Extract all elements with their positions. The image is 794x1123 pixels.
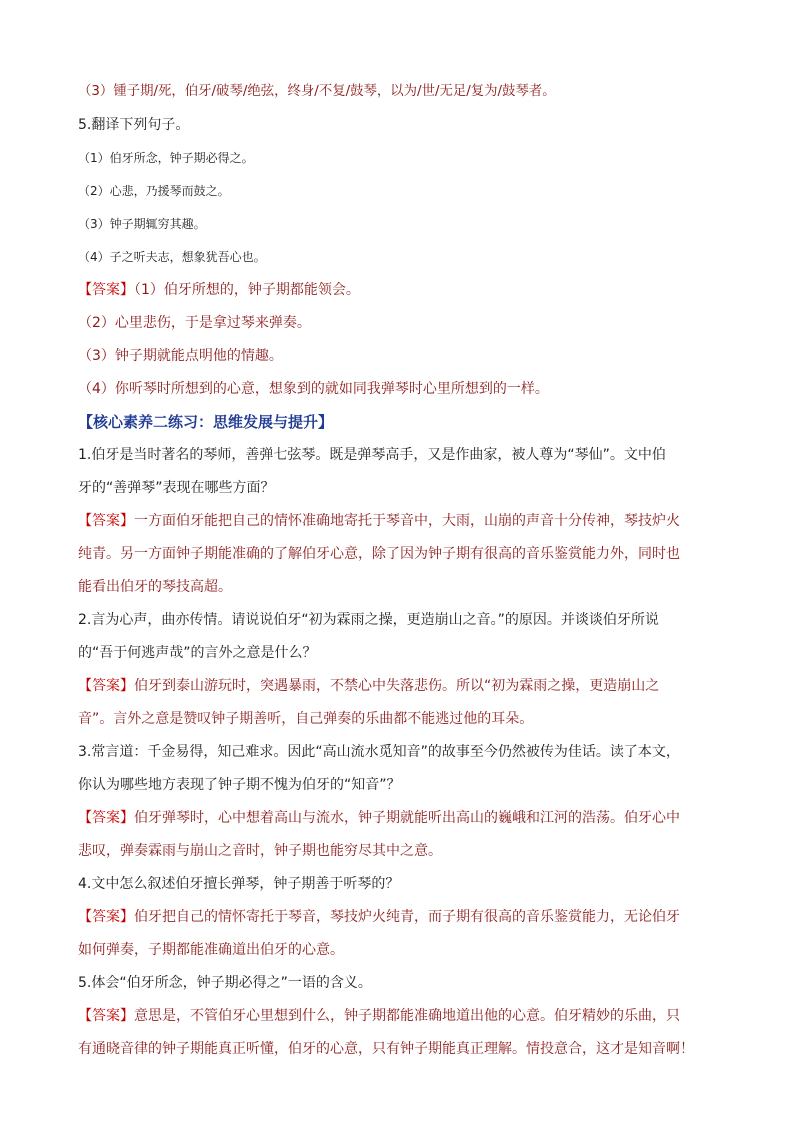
question-2-line-2: 的“吾于何逃声哉”的言外之意是什么？ bbox=[78, 645, 317, 661]
translate-item-1: （1）伯牙所念，钟子期必得之。 bbox=[78, 151, 254, 165]
answer-1-line-2: 纯青。另一方面钟子期能准确的了解伯牙心意，除了因为钟子期有很高的音乐鉴赏能力外，同时也 bbox=[78, 546, 680, 562]
answer-text: 一方面伯牙能把自己的情怀准确地寄托于琴音中，大雨，山崩的声音十分传神，琴技炉火 bbox=[134, 513, 680, 529]
answer-line-punctuation: （3）锺子期/死，伯牙/破琴/绝弦，终身/不复/鼓琴，以为/世/无足/复为/鼓琴者。 bbox=[78, 84, 556, 99]
translate-item-4: （4）子之听夫志，想象犹吾心也。 bbox=[78, 250, 266, 264]
answer-5-line-1 bbox=[78, 1004, 718, 1028]
question-3-line-1: 3.常言道：千金易得，知己难求。因此“高山流水觅知音”的故事至今仍然被传为佳话。读了本文， bbox=[78, 744, 680, 760]
answer-tag: 【答案】 bbox=[78, 909, 134, 925]
answer-4-line-2: 如何弹奏，子期都能准确道出伯牙的心意。 bbox=[78, 942, 344, 958]
question-1-line-1: 1.伯牙是当时著名的琴师，善弹七弦琴。既是弹琴高手，又是作曲家，被人尊为“琴仙”。文中伯 bbox=[78, 447, 666, 463]
translate-answer-2: （2）心里悲伤，于是拿过琴来弹奏。 bbox=[78, 315, 311, 331]
question-4: 4.文中怎么叙述伯牙擅长弹琴，钟子期善于听琴的？ bbox=[78, 876, 400, 892]
answer-tag: 【答案】 bbox=[78, 810, 134, 826]
question-1-line-2: 牙的“善弹琴”表现在哪些方面？ bbox=[78, 480, 275, 496]
translate-answer-3: （3）钟子期就能点明他的情趣。 bbox=[78, 348, 283, 364]
answer-1-line-3: 能看出伯牙的琴技高超。 bbox=[78, 579, 232, 595]
translate-answer-4: （4）你听琴时所想到的心意，想象到的就如同我弹琴时心里所想到的一样。 bbox=[78, 381, 549, 397]
translate-answer-1 bbox=[78, 278, 718, 302]
answer-2-line-1 bbox=[78, 674, 718, 698]
question-3-line-2: 你认为哪些地方表现了钟子期不愧为伯牙的“知音”？ bbox=[78, 777, 401, 793]
answer-3-line-1 bbox=[78, 806, 718, 830]
answer-text: （1）伯牙所想的，钟子期都能领会。 bbox=[134, 282, 360, 298]
answer-3-line-2: 悲叹，弹奏霖雨与崩山之音时，钟子期也能穷尽其中之意。 bbox=[78, 843, 442, 859]
answer-5-line-2: 有通晓音律的钟子期能真正听懂，伯牙的心意，只有钟子期能真正理解。情投意合，这才是知音啊！ bbox=[78, 1041, 694, 1057]
answer-2-line-2: 音”。言外之意是赞叹钟子期善听，自己弹奏的乐曲都不能逃过他的耳朵。 bbox=[78, 711, 534, 727]
answer-text: 意思是，不管伯牙心里想到什么，钟子期都能准确地道出他的心意。伯牙精妙的乐曲，只 bbox=[134, 1008, 680, 1024]
answer-4-line-1 bbox=[78, 905, 718, 929]
answer-tag: 【答案】 bbox=[78, 1008, 134, 1024]
answer-text: 伯牙把自己的情怀寄托于琴音，琴技炉火纯青，而子期有很高的音乐鉴赏能力，无论伯牙 bbox=[134, 909, 680, 925]
answer-tag: 【答案】 bbox=[78, 678, 134, 694]
document-page bbox=[78, 80, 718, 1061]
answer-text: 伯牙弹琴时，心中想着高山与流水，钟子期就能听出高山的巍峨和江河的浩荡。伯牙心中 bbox=[134, 810, 680, 826]
section-heading: 【核心素养二练习：思维发展与提升】 bbox=[78, 413, 334, 431]
translate-item-3: （3）钟子期辄穷其趣。 bbox=[78, 217, 206, 231]
answer-tag: 【答案】 bbox=[78, 513, 134, 529]
question-5: 5.体会“伯牙所念，钟子期必得之”一语的含义。 bbox=[78, 975, 372, 991]
translate-item-2: （2）心悲，乃援琴而鼓之。 bbox=[78, 184, 230, 198]
question-2-line-1: 2.言为心声，曲亦传情。请说说伯牙“初为霖雨之操，更造崩山之音。”的原因。并谈谈伯牙所说 bbox=[78, 612, 659, 628]
answer-text: 伯牙到泰山游玩时，突遇暴雨，不禁心中失落悲伤。所以“初为霖雨之操，更造崩山之 bbox=[134, 678, 660, 694]
answer-tag: 【答案】 bbox=[78, 282, 134, 298]
question-translate-heading: 5.翻译下列句子。 bbox=[78, 117, 190, 133]
answer-1-line-1 bbox=[78, 509, 718, 533]
